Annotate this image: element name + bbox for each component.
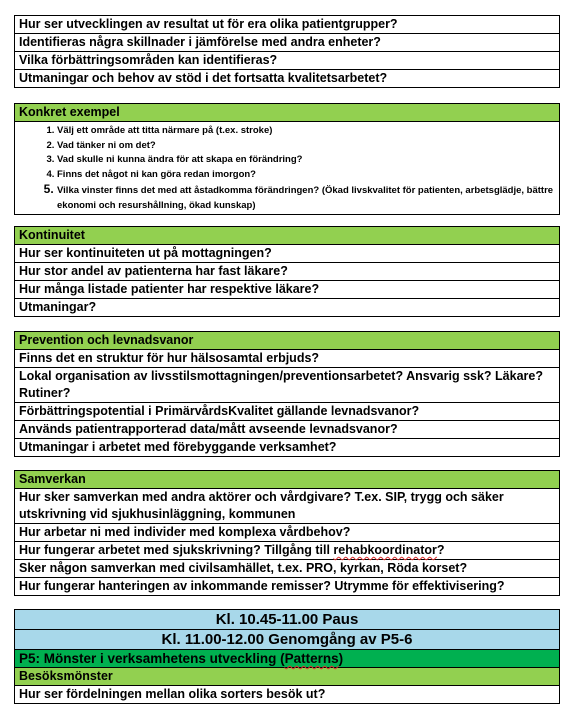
table-row: Utmaningar i arbetet med förebyggande verksamhet? bbox=[15, 439, 560, 457]
list-item: 4. Finns det något ni kan göra redan imorgon? bbox=[57, 168, 555, 183]
table-row: Identifieras några skillnader i jämförelse med andra enheter? bbox=[15, 34, 560, 52]
section-header: Besöksmönster bbox=[15, 668, 560, 686]
paus-header: Kl. 10.45-11.00 Paus bbox=[15, 610, 560, 630]
table-row: Utmaningar? bbox=[15, 299, 560, 317]
table-row: Förbättringspotential i PrimärvårdsKvalitet gällande levnadsvanor? bbox=[15, 403, 560, 421]
table-row: Hur många listade patienter har respektive läkare? bbox=[15, 281, 560, 299]
table-row: Hur arbetar ni med individer med komplexa vårdbehov? bbox=[15, 524, 560, 542]
table-row: Hur stor andel av patienterna har fast läkare? bbox=[15, 263, 560, 281]
section-header: Konkret exempel bbox=[15, 104, 560, 122]
section-header: Samverkan bbox=[15, 471, 560, 489]
p5-header bbox=[15, 650, 560, 668]
table-row: Hur ser fördelningen mellan olika sorters besök ut? bbox=[15, 686, 560, 704]
list-item: 1. Välj ett område att titta närmare på (t.ex. stroke) bbox=[57, 124, 555, 139]
table-row: Sker någon samverkan med civilsamhället, t.ex. PRO, kyrkan, Röda korset? bbox=[15, 560, 560, 578]
table-row: Finns det en struktur för hur hälsosamtal erbjuds? bbox=[15, 350, 560, 368]
list-item: 2. Vad tänker ni om det? bbox=[57, 139, 555, 154]
steps-cell bbox=[15, 122, 560, 215]
genomgang-header: Kl. 11.00-12.00 Genomgång av P5-6 bbox=[15, 630, 560, 650]
steps-list bbox=[19, 124, 555, 213]
section-header: Kontinuitet bbox=[15, 227, 560, 245]
p5-title-suffix: ) bbox=[338, 651, 344, 666]
prevention-table bbox=[14, 331, 560, 457]
table-row: Lokal organisation av livsstilsmottagningen/preventionsarbetet? Ansvarig ssk? Läkare? Rutiner? bbox=[15, 368, 560, 403]
samverkan-table bbox=[14, 470, 560, 596]
table-row: Används patientrapporterad data/mått avseende levnadsvanor? bbox=[15, 421, 560, 439]
konkret-exempel-table bbox=[14, 103, 560, 215]
spellcheck-word: Patterns bbox=[284, 651, 339, 666]
table-row: Hur ser utvecklingen av resultat ut för era olika patientgrupper? bbox=[15, 16, 560, 34]
row-text: Hur fungerar arbetet med sjukskrivning? Tillgång till bbox=[19, 543, 334, 557]
table-row: Hur sker samverkan med andra aktörer och vårdgivare? T.ex. SIP, trygg och säker utskrivning vid sjukhusinläggning, kommunen bbox=[15, 489, 560, 524]
spellcheck-word: rehabkoordinator bbox=[333, 543, 437, 557]
list-item: 5. Vilka vinster finns det med att åstadkomma förändringen? (Ökad livskvalitet för patienten, arbetsglädje, bättre ekonomi och resurshållning, ökad kunskap) bbox=[57, 182, 555, 213]
table-row: Vilka förbättringsområden kan identifieras? bbox=[15, 52, 560, 70]
schedule-table bbox=[14, 609, 560, 704]
p5-title-prefix: P5: Mönster i verksamhetens utveckling ( bbox=[19, 651, 285, 666]
kontinuitet-table bbox=[14, 226, 560, 317]
list-item: 3. Vad skulle ni kunna ändra för att skapa en förändring? bbox=[57, 153, 555, 168]
table-row: Hur ser kontinuiteten ut på mottagningen? bbox=[15, 245, 560, 263]
table-row bbox=[15, 542, 560, 560]
table-row: Hur fungerar hanteringen av inkommande remisser? Utrymme för effektivisering? bbox=[15, 578, 560, 596]
section-header: Prevention och levnadsvanor bbox=[15, 332, 560, 350]
table-row: Utmaningar och behov av stöd i det fortsatta kvalitetsarbetet? bbox=[15, 70, 560, 88]
intro-questions-table bbox=[14, 15, 560, 88]
row-suffix: ? bbox=[436, 543, 445, 557]
